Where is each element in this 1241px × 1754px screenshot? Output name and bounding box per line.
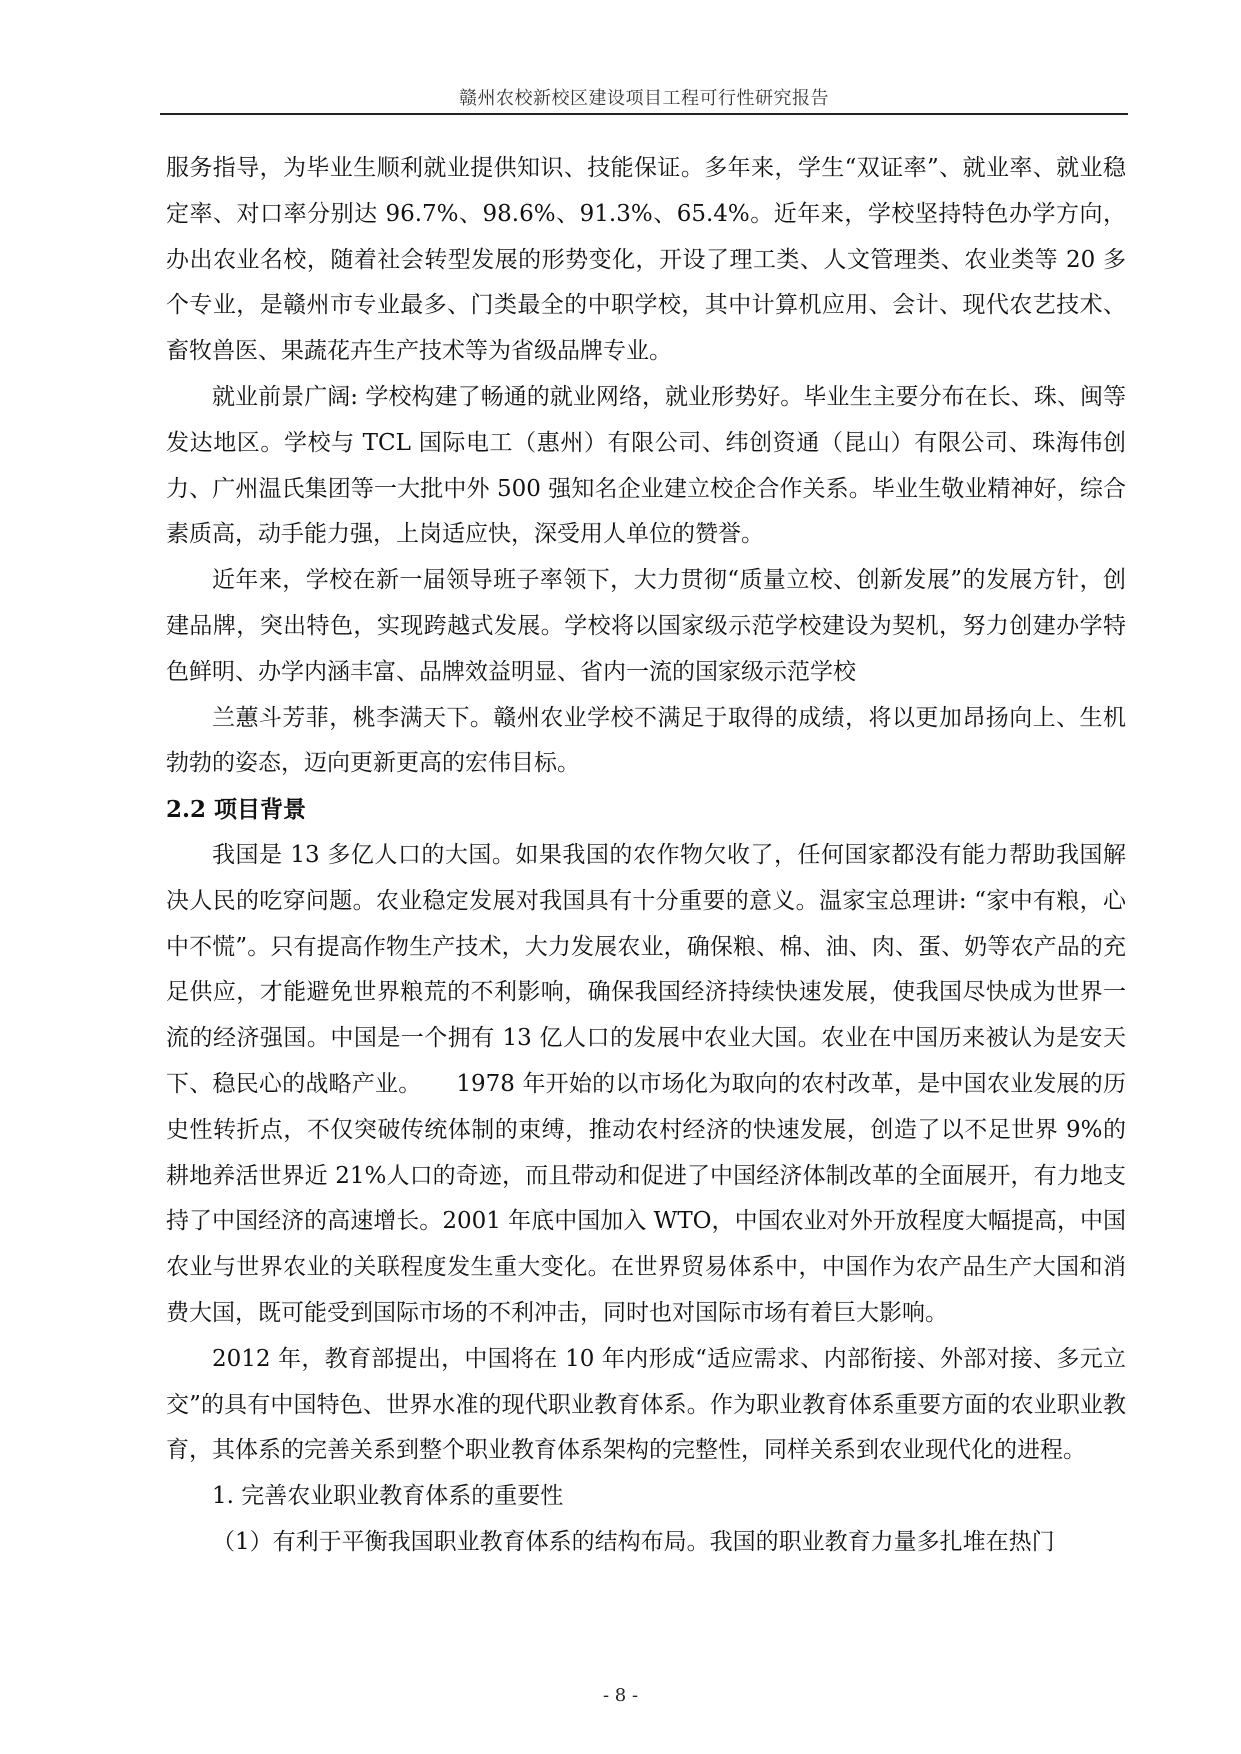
page-header-title: 赣州农校新校区建设项目工程可行性研究报告 <box>459 88 829 109</box>
header-divider <box>160 113 1128 115</box>
section-heading: 2.2 项目背景 <box>166 796 307 824</box>
list-heading-importance: 1. 完善农业职业教育体系的重要性 <box>212 1483 564 1510</box>
page-number: - 8 - <box>602 1685 639 1706</box>
paragraph-employment: 就业前景广阔: 学校构建了畅通的就业网络，就业形势好。毕业生主要分布在长、珠、闽等发达地区。学校与 TCL 国际电工（惠州）有限公司、纬创资通（昆山）有限公司、珠海伟创力、广州温氏集团等一大批中外 500 强知名企业建立校企合作关系。毕业生敬业精神好，综合素质高，动手能力强，上岗适应快，深受用人单位的赞誉。 <box>166 383 1126 548</box>
list-item-1: （1）有利于平衡我国职业教育体系的结构布局。我国的职业教育力量多扎堆在热门 <box>212 1528 1055 1555</box>
paragraph-vocational-system: 2012 年，教育部提出，中国将在 10 年内形成“适应需求、内部衔接、外部对接、多元立交”的具有中国特色、世界水准的现代职业教育体系。作为职业教育体系重要方面的农业职业教育，其体系的完善关系到整个职业教育体系架构的完整性，同样关系到农业现代化的进程。 <box>166 1345 1126 1464</box>
paragraph-background: 我国是 13 多亿人口的大国。如果我国的农作物欠收了，任何国家都没有能力帮助我国解决人民的吃穿问题。农业稳定发展对我国具有十分重要的意义。温家宝总理讲: “家中有粮，心中不慌”。只有提高作物生产技术，大力发展农业，确保粮、棉、油、肉、蛋、奶等农产品的充足供应，才能避免世界粮荒的不利影响，确保我国经济持续快速发展，使我国尽快成为世界一流的经济强国。中国是一个拥有 13 亿人口的发展中农业大国。农业在中国历来被认为是安天下、稳民心的战略产业。 1978 年开始的以市场化为取向的农村改革，是中国农业发展的历史性转折点，不仅突破传统体制的束缚，推动农村经济的快速发展，创造了以不足世界 9%的耕地养活世界近 21%人口的奇迹，而且带动和促进了中国经济体制改革的全面展开，有力地支持了中国经济的高速增长。2001 年底中国加入 WTO，中国农业对外开放程度大幅提高，中国农业与世界农业的关联程度发生重大变化。在世界贸易体系中，中国作为农产品生产大国和消费大国，既可能受到国际市场的不利冲击，同时也对国际市场有着巨大影响。 <box>166 841 1126 1326</box>
paragraph-continuation: 服务指导，为毕业生顺利就业提供知识、技能保证。多年来，学生“双证率”、就业率、就业稳定率、对口率分别达 96.7%、98.6%、91.3%、65.4%。近年来，学校坚持特色办学方向，办出农业名校，随着社会转型发展的形势变化，开设了理工类、人文管理类、农业类等 20 多个专业，是赣州市专业最多、门类最全的中职学校，其中计算机应用、会计、现代农艺技术、畜牧兽医、果蔬花卉生产技术等为省级品牌专业。 <box>166 155 1126 365</box>
paragraph-development: 近年来，学校在新一届领导班子率领下，大力贯彻“质量立校、创新发展”的发展方针，创建品牌，突出特色，实现跨越式发展。学校将以国家级示范学校建设为契机，努力创建办学特色鲜明、办学内涵丰富、品牌效益明显、省内一流的国家级示范学校 <box>166 567 1126 685</box>
paragraph-goal: 兰蕙斗芳菲，桃李满天下。赣州农业学校不满足于取得的成绩，将以更加昂扬向上、生机勃勃的姿态，迈向更新更高的宏伟目标。 <box>166 704 1126 777</box>
document-body <box>166 146 1126 1566</box>
